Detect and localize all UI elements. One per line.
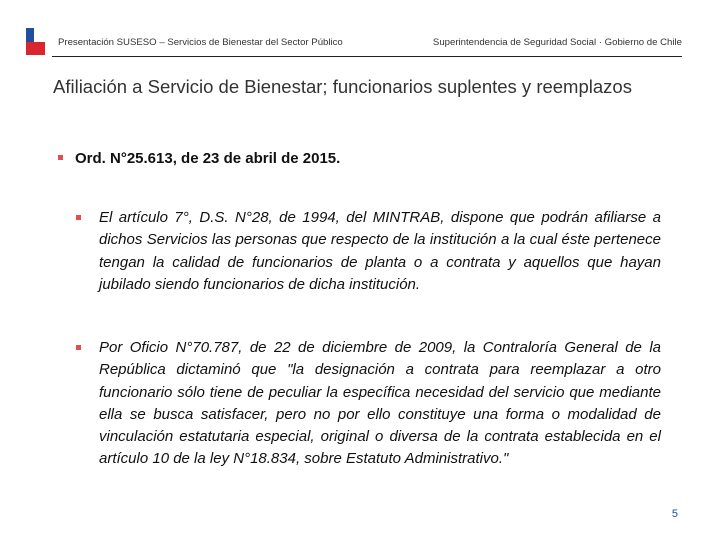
sub-bullet-1 [76, 207, 661, 296]
slide-title: Afiliación a Servicio de Bienestar; funcionarios suplentes y reemplazos [53, 76, 632, 97]
header-presentation-title: Presentación SUSESO – Servicios de Bienestar del Sector Público [58, 37, 343, 48]
sub-bullet-2 [76, 337, 661, 471]
flag-white-field [34, 28, 45, 42]
header-divider [52, 56, 682, 57]
page-number: 5 [671, 508, 678, 520]
flag-red-field [26, 42, 45, 55]
sub-bullet-2-text: Por Oficio N°70.787, de 22 de diciembre de 2009, la Contraloría General de la República dictaminó que "la designación a contrata para reemplazar a otro funcionario sólo tiene de peculiar la específica necesidad del servicio que mediante ella se busca satisfacer, pero no por ello constituye una forma o modalidad de vinculación estatutaria especial, original o diversa de la contrata establecida en el artículo 10 de la ley N°18.834, sobre Estatuto Administrativo." [99, 339, 661, 468]
sub-bullet-1-text: El artículo 7°, D.S. N°28, de 1994, del MINTRAB, dispone que podrán afiliarse a dichos Servicios las personas que respecto de la institución a la cual éste pertenece tengan la calidad de funcionarios de planta o a contrata y aquellos que hayan jubilado siendo funcionarios de dicha institución. [99, 209, 661, 293]
flag-blue-field [26, 28, 34, 42]
header-organization: Superintendencia de Seguridad Social · Gobierno de Chile [432, 37, 682, 48]
main-bullet-text: Ord. N°25.613, de 23 de abril de 2015. [75, 150, 341, 167]
chile-flag-icon [26, 28, 45, 55]
main-bullet [58, 150, 340, 167]
square-bullet-icon [76, 215, 81, 220]
square-bullet-icon [58, 155, 63, 160]
square-bullet-icon [76, 345, 81, 350]
